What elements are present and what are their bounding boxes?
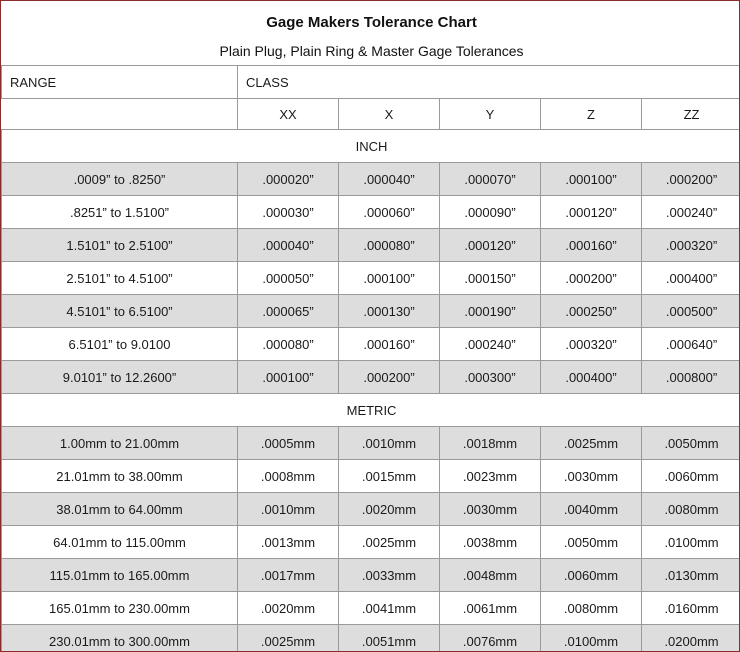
- row-value-z: .000200”: [541, 262, 642, 295]
- table-row: [2, 460, 740, 493]
- class-header-z: Z: [541, 99, 642, 130]
- row-value-zz: .000400”: [642, 262, 740, 295]
- row-value-xx: .000065”: [238, 295, 339, 328]
- row-value-y: .0048mm: [440, 559, 541, 592]
- row-value-x: .0051mm: [339, 625, 440, 652]
- row-value-y: .0038mm: [440, 526, 541, 559]
- row-range: 1.5101” to 2.5100”: [2, 229, 238, 262]
- row-value-z: .000400”: [541, 361, 642, 394]
- row-value-z: .000100”: [541, 163, 642, 196]
- row-value-z: .0025mm: [541, 427, 642, 460]
- range-column-header: RANGE: [2, 66, 238, 99]
- section-header-inch: [2, 130, 740, 163]
- row-value-x: .000040”: [339, 163, 440, 196]
- row-range: 21.01mm to 38.00mm: [2, 460, 238, 493]
- header-row-classes: [2, 99, 740, 130]
- row-value-zz: .000320”: [642, 229, 740, 262]
- row-value-x: .000060”: [339, 196, 440, 229]
- table-row: [2, 427, 740, 460]
- row-value-y: .0030mm: [440, 493, 541, 526]
- row-range: 165.01mm to 230.00mm: [2, 592, 238, 625]
- row-value-xx: .000030”: [238, 196, 339, 229]
- subtitle-row: [2, 37, 740, 66]
- table-row: [2, 493, 740, 526]
- row-value-xx: .000100”: [238, 361, 339, 394]
- row-value-z: .000320”: [541, 328, 642, 361]
- row-value-xx: .0005mm: [238, 427, 339, 460]
- row-value-y: .000190”: [440, 295, 541, 328]
- row-value-xx: .0025mm: [238, 625, 339, 652]
- row-value-z: .000250”: [541, 295, 642, 328]
- row-value-zz: .0060mm: [642, 460, 740, 493]
- row-range: 230.01mm to 300.00mm: [2, 625, 238, 652]
- row-value-z: .0040mm: [541, 493, 642, 526]
- header-row-main: [2, 66, 740, 99]
- table-row: [2, 229, 740, 262]
- row-value-zz: .0200mm: [642, 625, 740, 652]
- row-value-xx: .000040”: [238, 229, 339, 262]
- table-row: [2, 328, 740, 361]
- row-value-y: .0061mm: [440, 592, 541, 625]
- row-value-xx: .0008mm: [238, 460, 339, 493]
- row-value-x: .0020mm: [339, 493, 440, 526]
- row-value-z: .000120”: [541, 196, 642, 229]
- row-value-zz: .0100mm: [642, 526, 740, 559]
- table-row: [2, 163, 740, 196]
- row-value-zz: .0160mm: [642, 592, 740, 625]
- row-value-x: .0010mm: [339, 427, 440, 460]
- row-value-z: .0030mm: [541, 460, 642, 493]
- row-value-xx: .000080”: [238, 328, 339, 361]
- row-range: 38.01mm to 64.00mm: [2, 493, 238, 526]
- page-title: Gage Makers Tolerance Chart: [266, 13, 477, 31]
- row-value-zz: .000640”: [642, 328, 740, 361]
- row-range: 115.01mm to 165.00mm: [2, 559, 238, 592]
- title-row: [2, 1, 740, 37]
- row-value-y: .0018mm: [440, 427, 541, 460]
- section-label-inch: INCH: [2, 130, 740, 163]
- row-range: 1.00mm to 21.00mm: [2, 427, 238, 460]
- row-value-y: .000300”: [440, 361, 541, 394]
- row-value-y: .000240”: [440, 328, 541, 361]
- row-value-zz: .000500”: [642, 295, 740, 328]
- row-value-zz: .000240”: [642, 196, 740, 229]
- row-value-y: .000090”: [440, 196, 541, 229]
- class-header-y: Y: [440, 99, 541, 130]
- table-row: [2, 295, 740, 328]
- row-value-x: .000080”: [339, 229, 440, 262]
- row-value-xx: .0013mm: [238, 526, 339, 559]
- table-row: [2, 559, 740, 592]
- section-label-metric: METRIC: [2, 394, 740, 427]
- row-range: 6.5101” to 9.0100: [2, 328, 238, 361]
- row-value-x: .000100”: [339, 262, 440, 295]
- class-header-zz: ZZ: [642, 99, 740, 130]
- row-value-xx: .0020mm: [238, 592, 339, 625]
- row-value-x: .000200”: [339, 361, 440, 394]
- row-value-zz: .0130mm: [642, 559, 740, 592]
- range-subheader-blank: [2, 99, 238, 130]
- row-value-zz: .0080mm: [642, 493, 740, 526]
- row-value-y: .000070”: [440, 163, 541, 196]
- row-value-y: .0023mm: [440, 460, 541, 493]
- row-value-y: .000150”: [440, 262, 541, 295]
- table-row: [2, 625, 740, 652]
- row-value-x: .0033mm: [339, 559, 440, 592]
- table-body: [2, 1, 740, 652]
- table-row: [2, 526, 740, 559]
- row-value-z: .0050mm: [541, 526, 642, 559]
- row-range: .0009” to .8250”: [2, 163, 238, 196]
- row-value-xx: .0017mm: [238, 559, 339, 592]
- row-value-y: .000120”: [440, 229, 541, 262]
- row-value-xx: .000020”: [238, 163, 339, 196]
- row-value-z: .0080mm: [541, 592, 642, 625]
- row-value-z: .000160”: [541, 229, 642, 262]
- row-range: 64.01mm to 115.00mm: [2, 526, 238, 559]
- table-row: [2, 592, 740, 625]
- row-value-xx: .000050”: [238, 262, 339, 295]
- table-row: [2, 262, 740, 295]
- row-range: .8251” to 1.5100”: [2, 196, 238, 229]
- page-subtitle: Plain Plug, Plain Ring & Master Gage Tolerances: [219, 43, 524, 59]
- row-value-z: .0100mm: [541, 625, 642, 652]
- row-value-zz: .0050mm: [642, 427, 740, 460]
- row-range: 4.5101” to 6.5100”: [2, 295, 238, 328]
- row-value-z: .0060mm: [541, 559, 642, 592]
- row-value-x: .0041mm: [339, 592, 440, 625]
- row-value-x: .0015mm: [339, 460, 440, 493]
- row-value-x: .000130”: [339, 295, 440, 328]
- row-value-x: .0025mm: [339, 526, 440, 559]
- row-value-zz: .000200”: [642, 163, 740, 196]
- row-value-y: .0076mm: [440, 625, 541, 652]
- class-column-header: CLASS: [238, 66, 740, 99]
- row-value-xx: .0010mm: [238, 493, 339, 526]
- row-value-zz: .000800”: [642, 361, 740, 394]
- class-header-xx: XX: [238, 99, 339, 130]
- class-header-x: X: [339, 99, 440, 130]
- tolerance-table: [1, 1, 740, 652]
- row-range: 9.0101” to 12.2600”: [2, 361, 238, 394]
- row-value-x: .000160”: [339, 328, 440, 361]
- table-row: [2, 196, 740, 229]
- row-range: 2.5101” to 4.5100”: [2, 262, 238, 295]
- section-header-metric: [2, 394, 740, 427]
- table-row: [2, 361, 740, 394]
